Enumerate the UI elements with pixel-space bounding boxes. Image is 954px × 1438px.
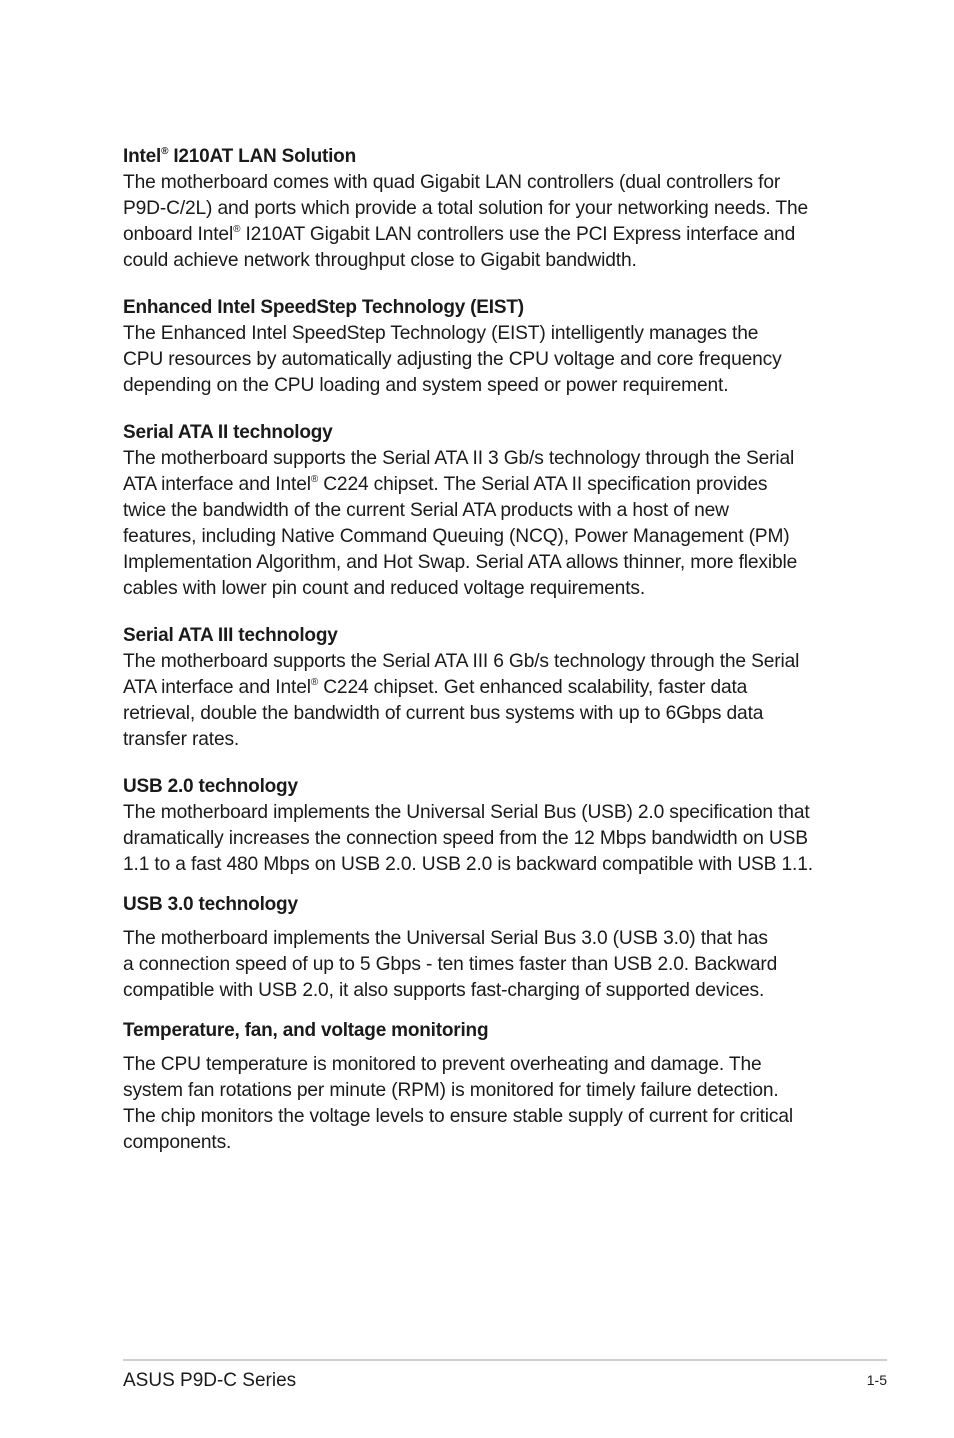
section-sata2 (123, 420, 843, 602)
section-heading: USB 2.0 technology (123, 776, 298, 797)
section-body: The motherboard implements the Universal Serial Bus (USB) 2.0 specification that dramatically increases the connection speed from the 12 Mbps bandwidth on USB 1.1 to a fast 480 Mbps on USB 2.0. USB 2.0 is backward compatible with USB 1.1. (123, 802, 813, 875)
page-number: 1-5 (866, 1372, 887, 1388)
section-heading: Enhanced Intel SpeedStep Technology (EIST) (123, 297, 524, 318)
section-usb3 (123, 892, 843, 1004)
section-lan (123, 144, 843, 274)
section-usb2 (123, 774, 843, 878)
section-heading: USB 3.0 technology (123, 894, 298, 915)
section-monitoring (123, 1018, 843, 1156)
section-heading: Serial ATA II technology (123, 422, 333, 443)
section-heading: Temperature, fan, and voltage monitoring (123, 1020, 489, 1041)
section-body: The Enhanced Intel SpeedStep Technology (EIST) intelligently manages the CPU resources by automatically adjusting the CPU voltage and core frequency depending on the CPU loading and system speed or power requirement. (123, 323, 782, 396)
section-heading: Serial ATA III technology (123, 625, 338, 646)
section-body: The motherboard supports the Serial ATA III 6 Gb/s technology through the Serial ATA interface and Intel® C224 chipset. Get enhanced scalability, faster data retrieval, double the bandwidth of current bus systems with up to 6Gbps data transfer rates. (123, 651, 800, 750)
footer-title: ASUS P9D-C Series (123, 1370, 297, 1391)
section-sata3 (123, 623, 843, 753)
section-body: The motherboard comes with quad Gigabit LAN controllers (dual controllers for P9D-C/2L) and ports which provide a total solution for your networking needs. The onboard Intel® I210AT Gigabit LAN controllers use the PCI Express interface and could achieve network throughput close to Gigabit bandwidth. (123, 172, 809, 271)
footer-divider (123, 1359, 887, 1361)
section-heading: Intel® I210AT LAN Solution (123, 145, 356, 167)
section-body: The motherboard implements the Universal Serial Bus 3.0 (USB 3.0) that has a connection speed of up to 5 Gbps - ten times faster than USB 2.0. Backward compatible with USB 2.0, it also supports fast-charging of supported devices. (123, 928, 778, 1001)
section-body: The motherboard supports the Serial ATA II 3 Gb/s technology through the Serial ATA interface and Intel® C224 chipset. The Serial ATA II specification provides twice the bandwidth of the current Serial ATA products with a host of new features, including Native Command Queuing (NCQ), Power Management (PM) Implementation Algorithm, and Hot Swap. Serial ATA allows thinner, more flexible cables with lower pin count and reduced voltage requirements. (123, 448, 798, 599)
section-body: The CPU temperature is monitored to prevent overheating and damage. The system fan rotations per minute (RPM) is monitored for timely failure detection. The chip monitors the voltage levels to ensure stable supply of current for critical components. (123, 1054, 793, 1153)
section-eist (123, 295, 843, 399)
page-content (123, 144, 843, 1156)
